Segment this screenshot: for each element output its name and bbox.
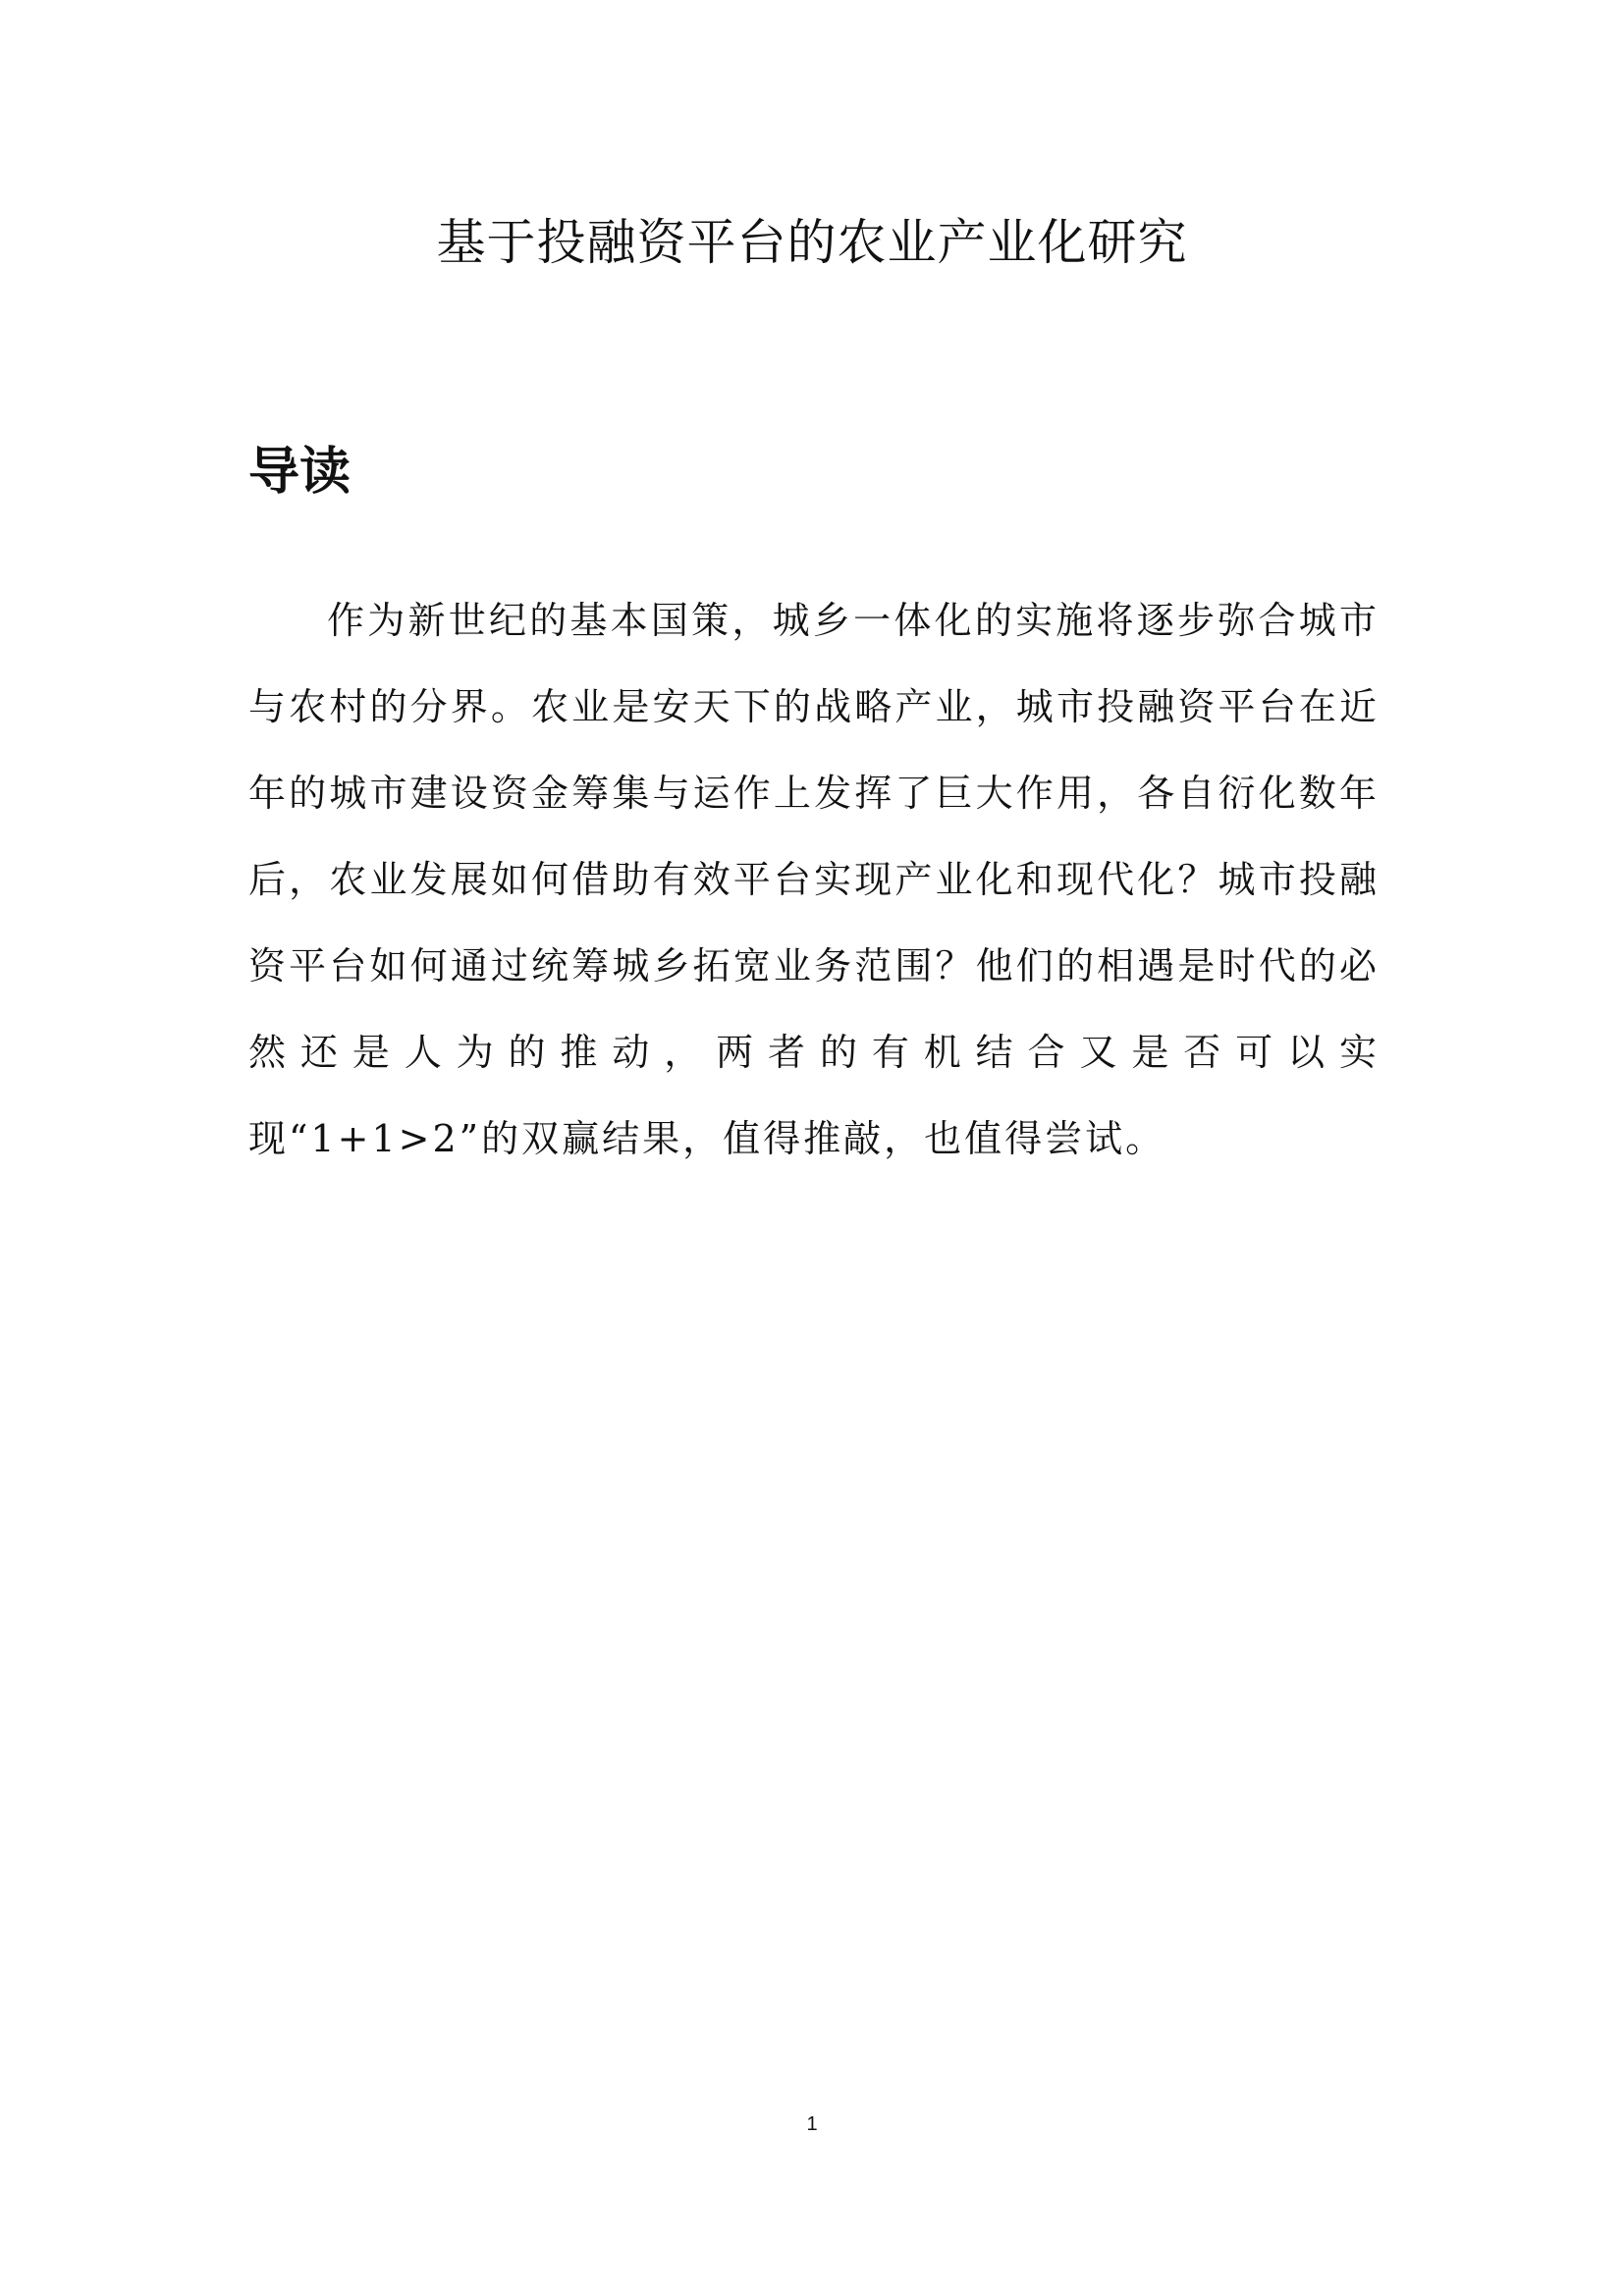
page-number: 1	[806, 2113, 818, 2135]
section-heading: 导读	[248, 443, 352, 502]
body-paragraph: 作为新世纪的基本国策，城乡一体化的实施将逐步弥合城市与农村的分界。农业是安天下的战略产业，城市投融资平台在近年的城市建设资金筹集与运作上发挥了巨大作用，各自衍化数年后，农业发展如何借助有效平台实现产业化和现代化？城市投融资平台如何通过统筹城乡拓宽业务范围？他们的相遇是时代的必然还是人为的推动，两者的有机结合又是否可以实现“1+1>2”的双赢结果，值得推敲，也值得尝试。	[248, 599, 1380, 1160]
document-title: 基于投融资平台的农业产业化研究	[436, 214, 1188, 271]
